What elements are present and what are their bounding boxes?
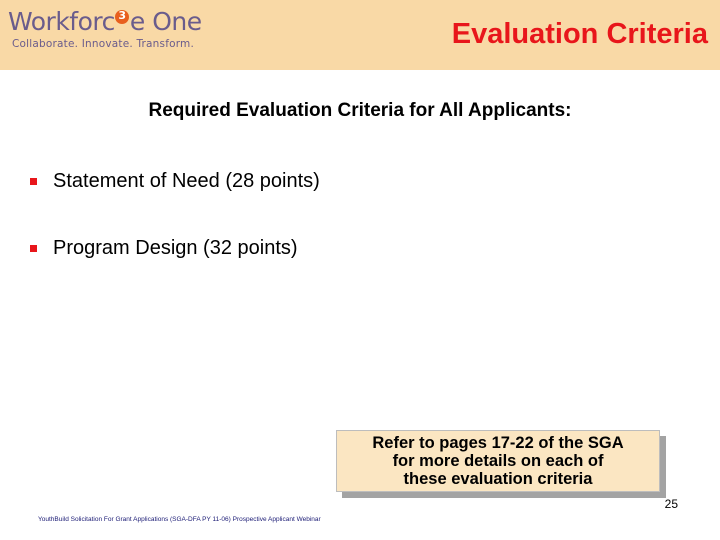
callout-line: these evaluation criteria — [403, 470, 593, 488]
bullet-text: Statement of Need (28 points) — [53, 170, 320, 192]
slide-title: Evaluation Criteria — [451, 18, 708, 50]
footer-text: YouthBuild Solicitation For Grant Applications (SGA-DFA PY 11-06) Prospective Applicant Webinar — [38, 516, 321, 523]
logo-wordmark — [8, 6, 202, 38]
callout-line: Refer to pages 17-22 of the SGA — [372, 434, 624, 452]
square-bullet-icon — [30, 178, 37, 185]
square-bullet-icon — [30, 245, 37, 252]
bullet-item — [30, 170, 320, 193]
logo-tagline: Collaborate. Innovate. Transform. — [12, 38, 195, 50]
callout-box — [336, 430, 660, 492]
bullet-text: Program Design (32 points) — [53, 237, 298, 259]
page-number: 25 — [664, 497, 678, 511]
logo-superscript: 3 — [115, 10, 129, 24]
logo-word-start: Workforc — [8, 7, 115, 36]
slide-header — [0, 0, 720, 70]
slide-subtitle: Required Evaluation Criteria for All Applicants: — [148, 100, 572, 121]
callout-line: for more details on each of — [392, 452, 604, 470]
logo-word-end: e One — [129, 7, 202, 36]
workforce3one-logo — [8, 6, 208, 56]
bullet-item — [30, 237, 298, 260]
